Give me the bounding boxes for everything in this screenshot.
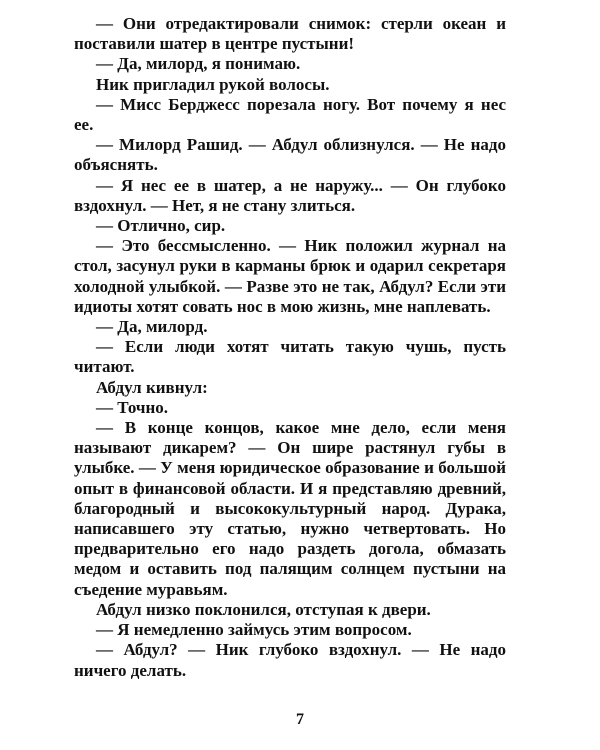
paragraph: Ник пригладил рукой волосы. [96, 74, 330, 94]
paragraph: — Да, милорд. [96, 317, 208, 337]
page-number: 7 [296, 711, 304, 728]
paragraph: — Я немедленно займусь этим вопросом. [96, 620, 412, 640]
paragraph: — Точно. [96, 397, 169, 417]
paragraph: Абдул кивнул: [96, 377, 208, 397]
paragraph: — Отлично, сир. [96, 216, 226, 236]
paragraph: — Абдул? — Ник глубоко вздохнул. — Не надо ничего делать. [74, 640, 506, 680]
page-body [74, 14, 506, 681]
paragraph: — Да, милорд, я понимаю. [96, 54, 301, 74]
paragraph: — В конце концов, какое мне дело, если меня называют дикарем? — Он шире растянул губы в улыбке. — У меня юридическое образование и большой опыт в финансовой области. И я представляю древний, благородный и высококультурный народ. Дурака, написавшего эту статью, нужно четвертовать. Но предварительно его надо раздеть догола, обмазать медом и оставить под палящим солнцем пустыни на съедение муравьям. [74, 418, 506, 599]
paragraph: — Мисс Берджесс порезала ногу. Вот почему я нес ее. [74, 94, 506, 135]
paragraph: — Милорд Рашид. — Абдул облизнулся. — Не надо объяснять. [74, 135, 506, 175]
paragraph: — Они отредактировали снимок: стерли океан и поставили шатер в центре пустыни! [74, 14, 506, 54]
paragraph: Абдул низко поклонился, отступая к двери. [96, 599, 431, 619]
paragraph: — Если люди хотят читать такую чушь, пусть читают. [74, 337, 506, 377]
paragraph: — Я нес ее в шатер, а не наружу... — Он глубоко вздохнул. — Нет, я не стану злиться. [74, 175, 506, 215]
paragraph: — Это бессмысленно. — Ник положил журнал на стол, засунул руки в карманы брюк и одарил секретаря холодной улыбкой. — Разве это не так, Абдул? Если эти идиоты хотят совать нос в мою жизнь, мне наплевать. [74, 236, 506, 316]
